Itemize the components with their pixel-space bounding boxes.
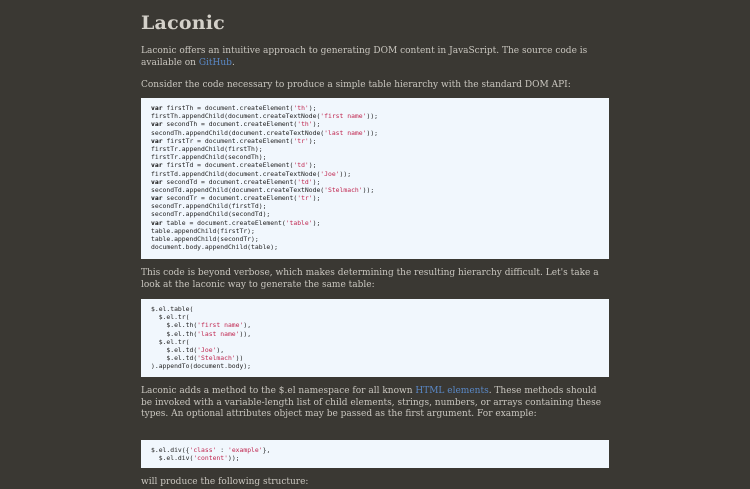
code-text: $.el.tr( [151, 337, 190, 346]
code-text: firstTr.appendChild(secondTh); [151, 153, 267, 162]
code-keyword: var [151, 177, 163, 186]
code-line [151, 330, 599, 338]
code-block-dom-api [141, 98, 609, 259]
consider-paragraph: Consider the code necessary to produce a simple table hierarchy with the standard DOM API: [141, 80, 571, 90]
html-elements-link[interactable]: HTML elements [415, 386, 489, 396]
code-line [151, 153, 599, 161]
code-string: 'Joe' [197, 345, 217, 354]
code-keyword: var [151, 218, 163, 227]
code-keyword: var [151, 194, 163, 203]
code-text: firstTd.appendChild(document.createTextNode( [151, 169, 321, 178]
code-keyword: var [151, 136, 163, 145]
code-line [151, 354, 599, 362]
code-line [151, 313, 599, 321]
code-string: 'first name' [320, 112, 367, 121]
code-text: firstTd = document.createElement( [162, 161, 294, 170]
code-string: 'last name' [197, 329, 240, 338]
code-text: firstTr.appendChild(firstTh); [151, 144, 263, 153]
code-text: ); [308, 136, 317, 145]
code-line [151, 170, 599, 178]
code-line [151, 178, 599, 186]
intro-paragraph [141, 46, 609, 69]
code-block-example [141, 440, 609, 468]
code-string: 'Stelmach' [324, 185, 363, 194]
code-text: ); [308, 104, 317, 112]
code-string: 'td' [297, 177, 313, 186]
code-line [151, 454, 599, 462]
code-string: 'class' [189, 446, 217, 454]
code-line [151, 161, 599, 169]
code-string: 'table' [285, 218, 313, 227]
code-line [151, 338, 599, 346]
code-text: firstTh = document.createElement( [162, 104, 294, 112]
code-string: 'example' [227, 446, 263, 454]
code-text: ), [216, 345, 225, 354]
code-text: table = document.createElement( [162, 218, 286, 227]
code-text: $.el.table( [151, 305, 194, 313]
code-block-laconic [141, 299, 609, 377]
code-string: 'first name' [197, 321, 244, 330]
code-line [151, 305, 599, 313]
adds-text: Laconic adds a method to the $.el namespace for all known [141, 386, 416, 396]
code-text: ), [243, 321, 252, 330]
code-text: )); [339, 169, 352, 178]
code-text: $.el.th( [151, 321, 198, 330]
code-line [151, 194, 599, 202]
code-text: ); [312, 177, 321, 186]
code-line [151, 446, 599, 454]
code-string: 'tr' [297, 194, 313, 203]
code-line [151, 227, 599, 235]
code-text: ); [312, 218, 321, 227]
adds-text-end: . These methods should be invoked with a variable-length list of child elements, strings, numbers, or arrays containing these types. An optional attributes object may be passed as the first argument. For example: [141, 386, 602, 419]
code-string: 'Joe' [320, 169, 340, 178]
code-line [151, 120, 599, 128]
code-text: secondTr.appendChild(firstTd); [151, 202, 267, 211]
code-keyword: var [151, 104, 163, 112]
page-title: Laconic [141, 12, 225, 34]
code-text: secondTr = document.createElement( [162, 194, 298, 203]
code-text: )); [366, 128, 379, 137]
code-line [151, 362, 599, 370]
code-keyword: var [151, 120, 163, 129]
code-text: )) [235, 354, 244, 363]
code-text: )), [239, 329, 252, 338]
code-line [151, 235, 599, 243]
code-text: $.el.th( [151, 329, 198, 338]
code-text: secondTr.appendChild(secondTd); [151, 210, 271, 219]
code-text: firstTr = document.createElement( [162, 136, 294, 145]
verbose-paragraph: This code is beyond verbose, which makes determining the resulting hierarchy difficult. Let's take a look at the laconic way to generate the same table: [141, 268, 599, 290]
code-text: ); [308, 161, 317, 170]
github-link[interactable]: GitHub [198, 57, 232, 68]
code-string: 'Stelmach' [197, 354, 236, 363]
code-text: secondTd = document.createElement( [162, 177, 298, 186]
code-string: 'td' [293, 161, 309, 170]
code-keyword: var [151, 161, 163, 170]
code-line [151, 210, 599, 218]
intro-text-end: . [231, 57, 235, 68]
code-text: secondTh.appendChild(document.createTextNode( [151, 128, 325, 137]
code-text: $.el.div( [151, 454, 194, 463]
code-text: : [216, 446, 228, 454]
produce-paragraph: will produce the following structure: [141, 477, 309, 487]
code-text: ); [312, 194, 321, 203]
code-text: table.appendChild(secondTr); [151, 235, 259, 243]
code-text: table.appendChild(firstTr); [151, 226, 255, 235]
intro-text: Laconic offers an intuitive approach to generating DOM content in JavaScript. The source code is available on [141, 46, 588, 68]
code-text: $.el.div({ [151, 446, 190, 454]
code-text: firstTh.appendChild(document.createTextNode( [151, 112, 321, 121]
code-text: $.el.td( [151, 345, 198, 354]
code-text: ).appendTo(document.body); [151, 362, 252, 371]
code-text: )); [366, 112, 379, 121]
code-text: )); [227, 454, 240, 463]
code-text: secondTd.appendChild(document.createTextNode( [151, 185, 325, 194]
code-line [151, 186, 599, 194]
code-string: 'last name' [324, 128, 367, 137]
code-string: 'content' [193, 454, 228, 463]
code-line [151, 202, 599, 210]
adds-paragraph [141, 386, 609, 421]
code-text: }, [262, 446, 271, 454]
code-line [151, 243, 599, 251]
code-text: $.el.tr( [151, 313, 190, 322]
code-line [151, 137, 599, 145]
code-string: 'tr' [293, 136, 309, 145]
code-line [151, 219, 599, 227]
code-line [151, 145, 599, 153]
code-line [151, 112, 599, 120]
code-line [151, 104, 599, 112]
code-text: $.el.td( [151, 354, 198, 363]
code-text: document.body.appendChild(table); [151, 243, 278, 252]
code-string: 'th' [293, 104, 309, 112]
code-line [151, 129, 599, 137]
code-line [151, 346, 599, 354]
code-line [151, 321, 599, 329]
code-text: secondTh = document.createElement( [162, 120, 298, 129]
code-text: ); [312, 120, 321, 129]
code-text: )); [362, 185, 375, 194]
code-string: 'th' [297, 120, 313, 129]
